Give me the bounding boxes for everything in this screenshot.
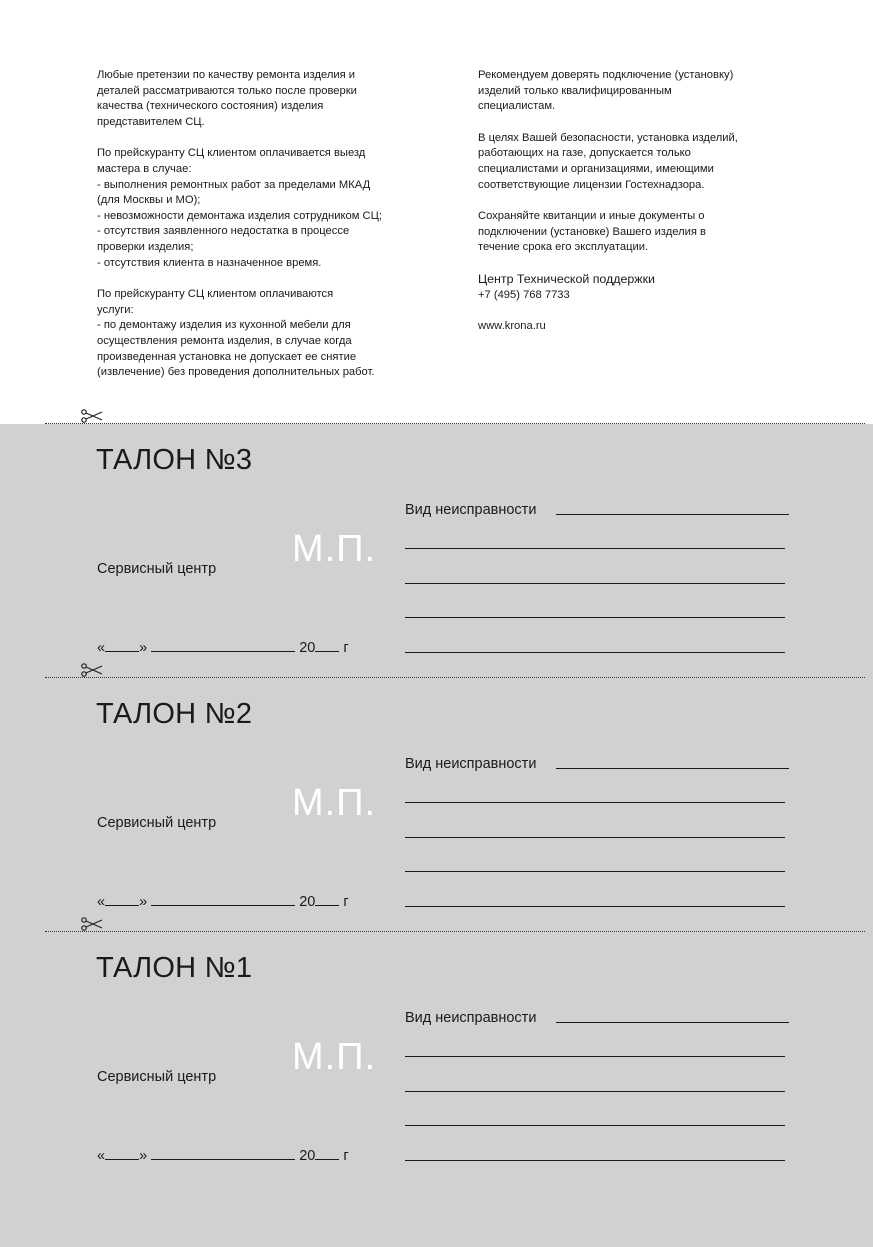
fault-line[interactable]	[405, 906, 785, 907]
coupon-2	[0, 682, 873, 922]
fault-line[interactable]	[405, 1091, 785, 1092]
gas-safety-paragraph: В целях Вашей безопасности, установка изделий, работающих на газе, допускается только специалистами и организациями, имеющими соответствующие лицензии Гостехнадзора.	[478, 131, 738, 191]
fault-line[interactable]	[405, 871, 785, 872]
fault-line[interactable]	[405, 548, 785, 549]
info-column-left	[97, 68, 427, 397]
service-center-label: Сервисный центр	[97, 561, 217, 577]
stamp-placeholder: М.П.	[292, 782, 377, 824]
date-field[interactable]: « » 20 г	[97, 640, 349, 656]
coupon-title: ТАЛОН №3	[96, 444, 253, 476]
fault-line[interactable]	[405, 837, 785, 838]
fault-line[interactable]	[405, 1056, 785, 1057]
fault-line[interactable]	[556, 768, 789, 769]
fault-type-label: Вид неисправности	[405, 1010, 537, 1026]
paid-visit-paragraph: По прейскуранту СЦ клиентом оплачивается выезд мастера в случае: - выполнения ремонтных работ за пределами МКАД (для Москвы и МО); - невозможности демонтажа изделия сотрудником СЦ; - отсутствия заявленного недостатка в процессе проверки изделия; - отсутствия клиента в назначенное время.	[97, 147, 382, 269]
installation-advice-paragraph: Рекомендуем доверять подключение (установку) изделий только квалифицированным специалистам.	[478, 69, 734, 113]
fault-type-label: Вид неисправности	[405, 502, 537, 518]
date-field[interactable]: « » 20 г	[97, 894, 349, 910]
fault-line[interactable]	[405, 652, 785, 653]
cut-line	[45, 931, 865, 932]
fault-line[interactable]	[405, 802, 785, 803]
fault-line[interactable]	[405, 583, 785, 584]
coupon-3	[0, 428, 873, 668]
info-column-right	[478, 68, 788, 351]
coupon-title: ТАЛОН №2	[96, 698, 253, 730]
stamp-placeholder: М.П.	[292, 1036, 377, 1078]
support-phone: +7 (495) 768 7733	[478, 288, 570, 301]
date-field[interactable]: « » 20 г	[97, 1148, 349, 1164]
coupon-1	[0, 936, 873, 1176]
fault-line[interactable]	[556, 514, 789, 515]
service-center-label: Сервисный центр	[97, 815, 217, 831]
coupon-title: ТАЛОН №1	[96, 952, 253, 984]
paid-services-paragraph: По прейскуранту СЦ клиентом оплачиваются услуги: - по демонтажу изделия из кухонной мебели для осуществления ремонта изделия, в случае когда произведенная установка не допускает ее снятие (извлечение) без проведения дополнительных работ.	[97, 288, 375, 379]
cut-line	[45, 423, 865, 424]
website-link[interactable]: www.krona.ru	[478, 320, 546, 333]
fault-line[interactable]	[405, 617, 785, 618]
fault-type-label: Вид неисправности	[405, 756, 537, 772]
warranty-claims-paragraph: Любые претензии по качеству ремонта изделия и деталей рассматриваются только после проверки качества (технического состояния) изделия представителем СЦ.	[97, 69, 357, 128]
service-center-label: Сервисный центр	[97, 1069, 217, 1085]
keep-receipts-paragraph: Сохраняйте квитанции и иные документы о подключении (установке) Вашего изделия в течение срока его эксплуатации.	[478, 210, 706, 254]
support-center-title: Центр Технической поддержки	[478, 271, 655, 286]
cut-line	[45, 677, 865, 678]
fault-line[interactable]	[405, 1125, 785, 1126]
fault-line[interactable]	[405, 1160, 785, 1161]
scissors-icon	[80, 408, 104, 424]
fault-line[interactable]	[556, 1022, 789, 1023]
stamp-placeholder: М.П.	[292, 528, 377, 570]
